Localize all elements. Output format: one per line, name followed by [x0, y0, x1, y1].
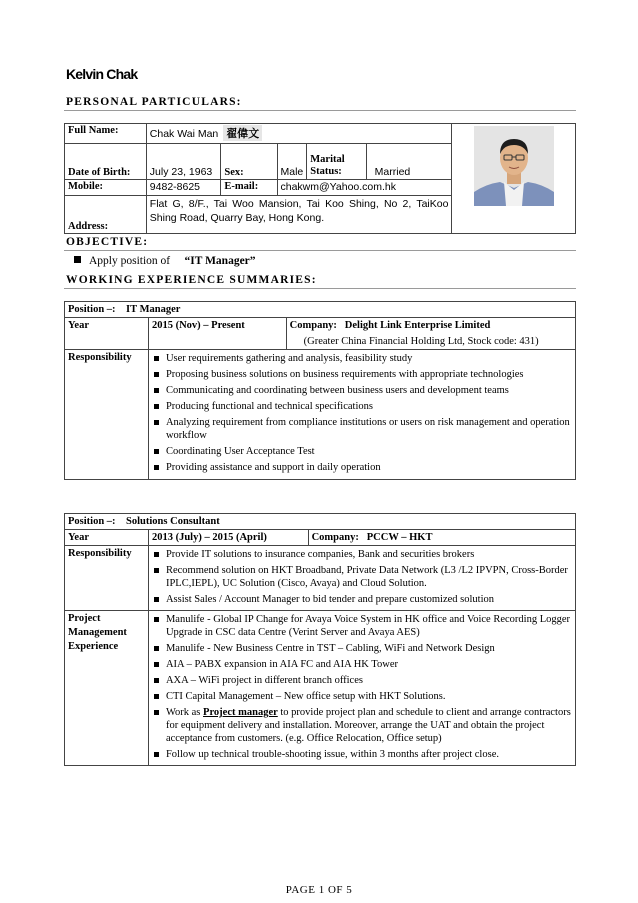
objective-text: Apply position of — [89, 255, 171, 267]
chinese-name-value: 翟偉文 — [223, 125, 262, 141]
list-item: CTI Capital Management – New office setup with HKT Solutions. — [152, 690, 572, 703]
address-value: Flat G, 8/F., Tai Woo Mansion, Tai Koo Shing, No 2, TaiKoo Shing Road, Quarry Bay, Hong Kong. — [146, 196, 452, 234]
section-objective-heading: OBJECTIVE: — [66, 236, 149, 248]
job1-position: IT Manager — [126, 304, 181, 315]
job2-projects-list — [152, 613, 572, 761]
job2-position-label: Position –: — [68, 516, 116, 527]
list-item: Producing functional and technical specifications — [152, 400, 572, 413]
job2-company-label: Company: — [311, 532, 359, 543]
job2-pm-label-3: Experience — [68, 641, 119, 652]
list-item: Follow up technical trouble-shooting issue, within 3 months after project close. — [152, 748, 572, 761]
job2-year-label: Year — [65, 530, 149, 546]
job1-company-label: Company: — [289, 320, 337, 331]
list-item: Providing assistance and support in daily operation — [152, 461, 572, 474]
job1-company-cell — [286, 318, 575, 350]
job2-resp-cell — [148, 546, 575, 611]
pm-text-pre: Work as — [165, 707, 201, 718]
photo-cell — [452, 124, 576, 234]
list-item: Coordinating User Acceptance Test — [152, 445, 572, 458]
section-rule — [64, 110, 576, 111]
resume-name: Kelvin Chak — [66, 66, 138, 82]
job1-position-row — [65, 302, 576, 318]
list-item: Recommend solution on HKT Broadband, Private Data Network (L3 /L2 IPVPN, Cross-Border IPLC,IEPL), UC Solution (Cisco, Avaya) and Cloud Solution. — [152, 564, 572, 590]
list-item: Manulife - Global IP Change for Avaya Voice System in HK office and Voice Recording Logger Upgrade in CSC data Centre (Verint Server and Avaya AES) — [152, 613, 572, 639]
job1-year: 2015 (Nov) – Present — [148, 318, 286, 350]
section-working-heading: WORKING EXPERIENCE SUMMARIES: — [66, 274, 317, 286]
list-item: User requirements gathering and analysis, feasibility study — [152, 352, 572, 365]
objective-line — [74, 255, 256, 267]
full-name-label: Full Name: — [65, 124, 147, 144]
job1-resp-cell — [148, 350, 575, 480]
job1-resp-list — [152, 352, 572, 474]
section-rule — [64, 250, 576, 251]
job2-table — [64, 513, 576, 766]
job1-company: Delight Link Enterprise Limited — [344, 320, 491, 331]
job2-position: Solutions Consultant — [126, 516, 220, 527]
job1-year-label: Year — [65, 318, 149, 350]
job1-company-note: (Greater China Financial Holding Ltd, Stock code: 431) — [303, 336, 539, 347]
address-label: Address: — [65, 196, 147, 234]
job2-pm-label-2: Management — [68, 627, 127, 638]
full-name-value: Chak Wai Man — [149, 128, 219, 140]
marital-value: Married — [366, 144, 452, 180]
portrait-icon — [474, 126, 554, 206]
job1-table — [64, 301, 576, 480]
job2-projects-cell — [148, 611, 575, 766]
job2-resp-label: Responsibility — [65, 546, 149, 611]
job2-pm-label-cell — [65, 611, 149, 766]
list-item: Provide IT solutions to insurance companies, Bank and securities brokers — [152, 548, 572, 561]
job2-company-cell — [308, 530, 575, 546]
job1-resp-label: Responsibility — [65, 350, 149, 480]
job2-company: PCCW – HKT — [366, 532, 433, 543]
full-name-cell — [146, 124, 452, 144]
objective-position: “IT Manager” — [184, 255, 256, 267]
job2-position-row — [65, 514, 576, 530]
list-item: Manulife - New Business Centre in TST – Cabling, WiFi and Network Design — [152, 642, 572, 655]
bullet-square-icon — [74, 256, 81, 263]
job2-resp-list — [152, 548, 572, 606]
marital-label: Marital Status: — [307, 144, 366, 180]
job1-position-label: Position –: — [68, 304, 116, 315]
list-item: Communicating and coordinating between business users and development teams — [152, 384, 572, 397]
dob-value: July 23, 1963 — [146, 144, 221, 180]
list-item: Assist Sales / Account Manager to bid tender and prepare customized solution — [152, 593, 572, 606]
list-item: Analyzing requirement from compliance institutions or users on risk management and operation workflow — [152, 416, 572, 442]
page-footer: PAGE 1 OF 5 — [285, 884, 353, 896]
personal-particulars-table — [64, 123, 576, 234]
mobile-value: 9482-8625 — [146, 180, 221, 196]
sex-value: Male — [277, 144, 307, 180]
mobile-label: Mobile: — [65, 180, 147, 196]
section-rule — [64, 288, 576, 289]
email-label: E-mail: — [221, 180, 277, 196]
list-item: AIA – PABX expansion in AIA FC and AIA HK Tower — [152, 658, 572, 671]
sex-label: Sex: — [221, 144, 277, 180]
list-item: Proposing business solutions on business requirements with appropriate technologies — [152, 368, 572, 381]
list-item — [152, 706, 572, 745]
project-manager-link[interactable]: Project manager — [203, 707, 278, 718]
job2-year: 2013 (July) – 2015 (April) — [148, 530, 308, 546]
email-value[interactable]: chakwm@Yahoo.com.hk — [277, 180, 452, 196]
job2-pm-label-1: Project — [68, 613, 101, 624]
profile-photo — [474, 126, 554, 206]
section-personal-heading: PERSONAL PARTICULARS: — [66, 96, 242, 108]
list-item: AXA – WiFi project in different branch offices — [152, 674, 572, 687]
pm-text-post: to provide project plan and schedule to client and arrange contractors for equipment delivery and installation. Moreover, arrange the UAT and obtain the project acceptance from customers. (e.g. Office Relocation, Office setup) — [165, 707, 571, 744]
dob-label: Date of Birth: — [65, 144, 147, 180]
